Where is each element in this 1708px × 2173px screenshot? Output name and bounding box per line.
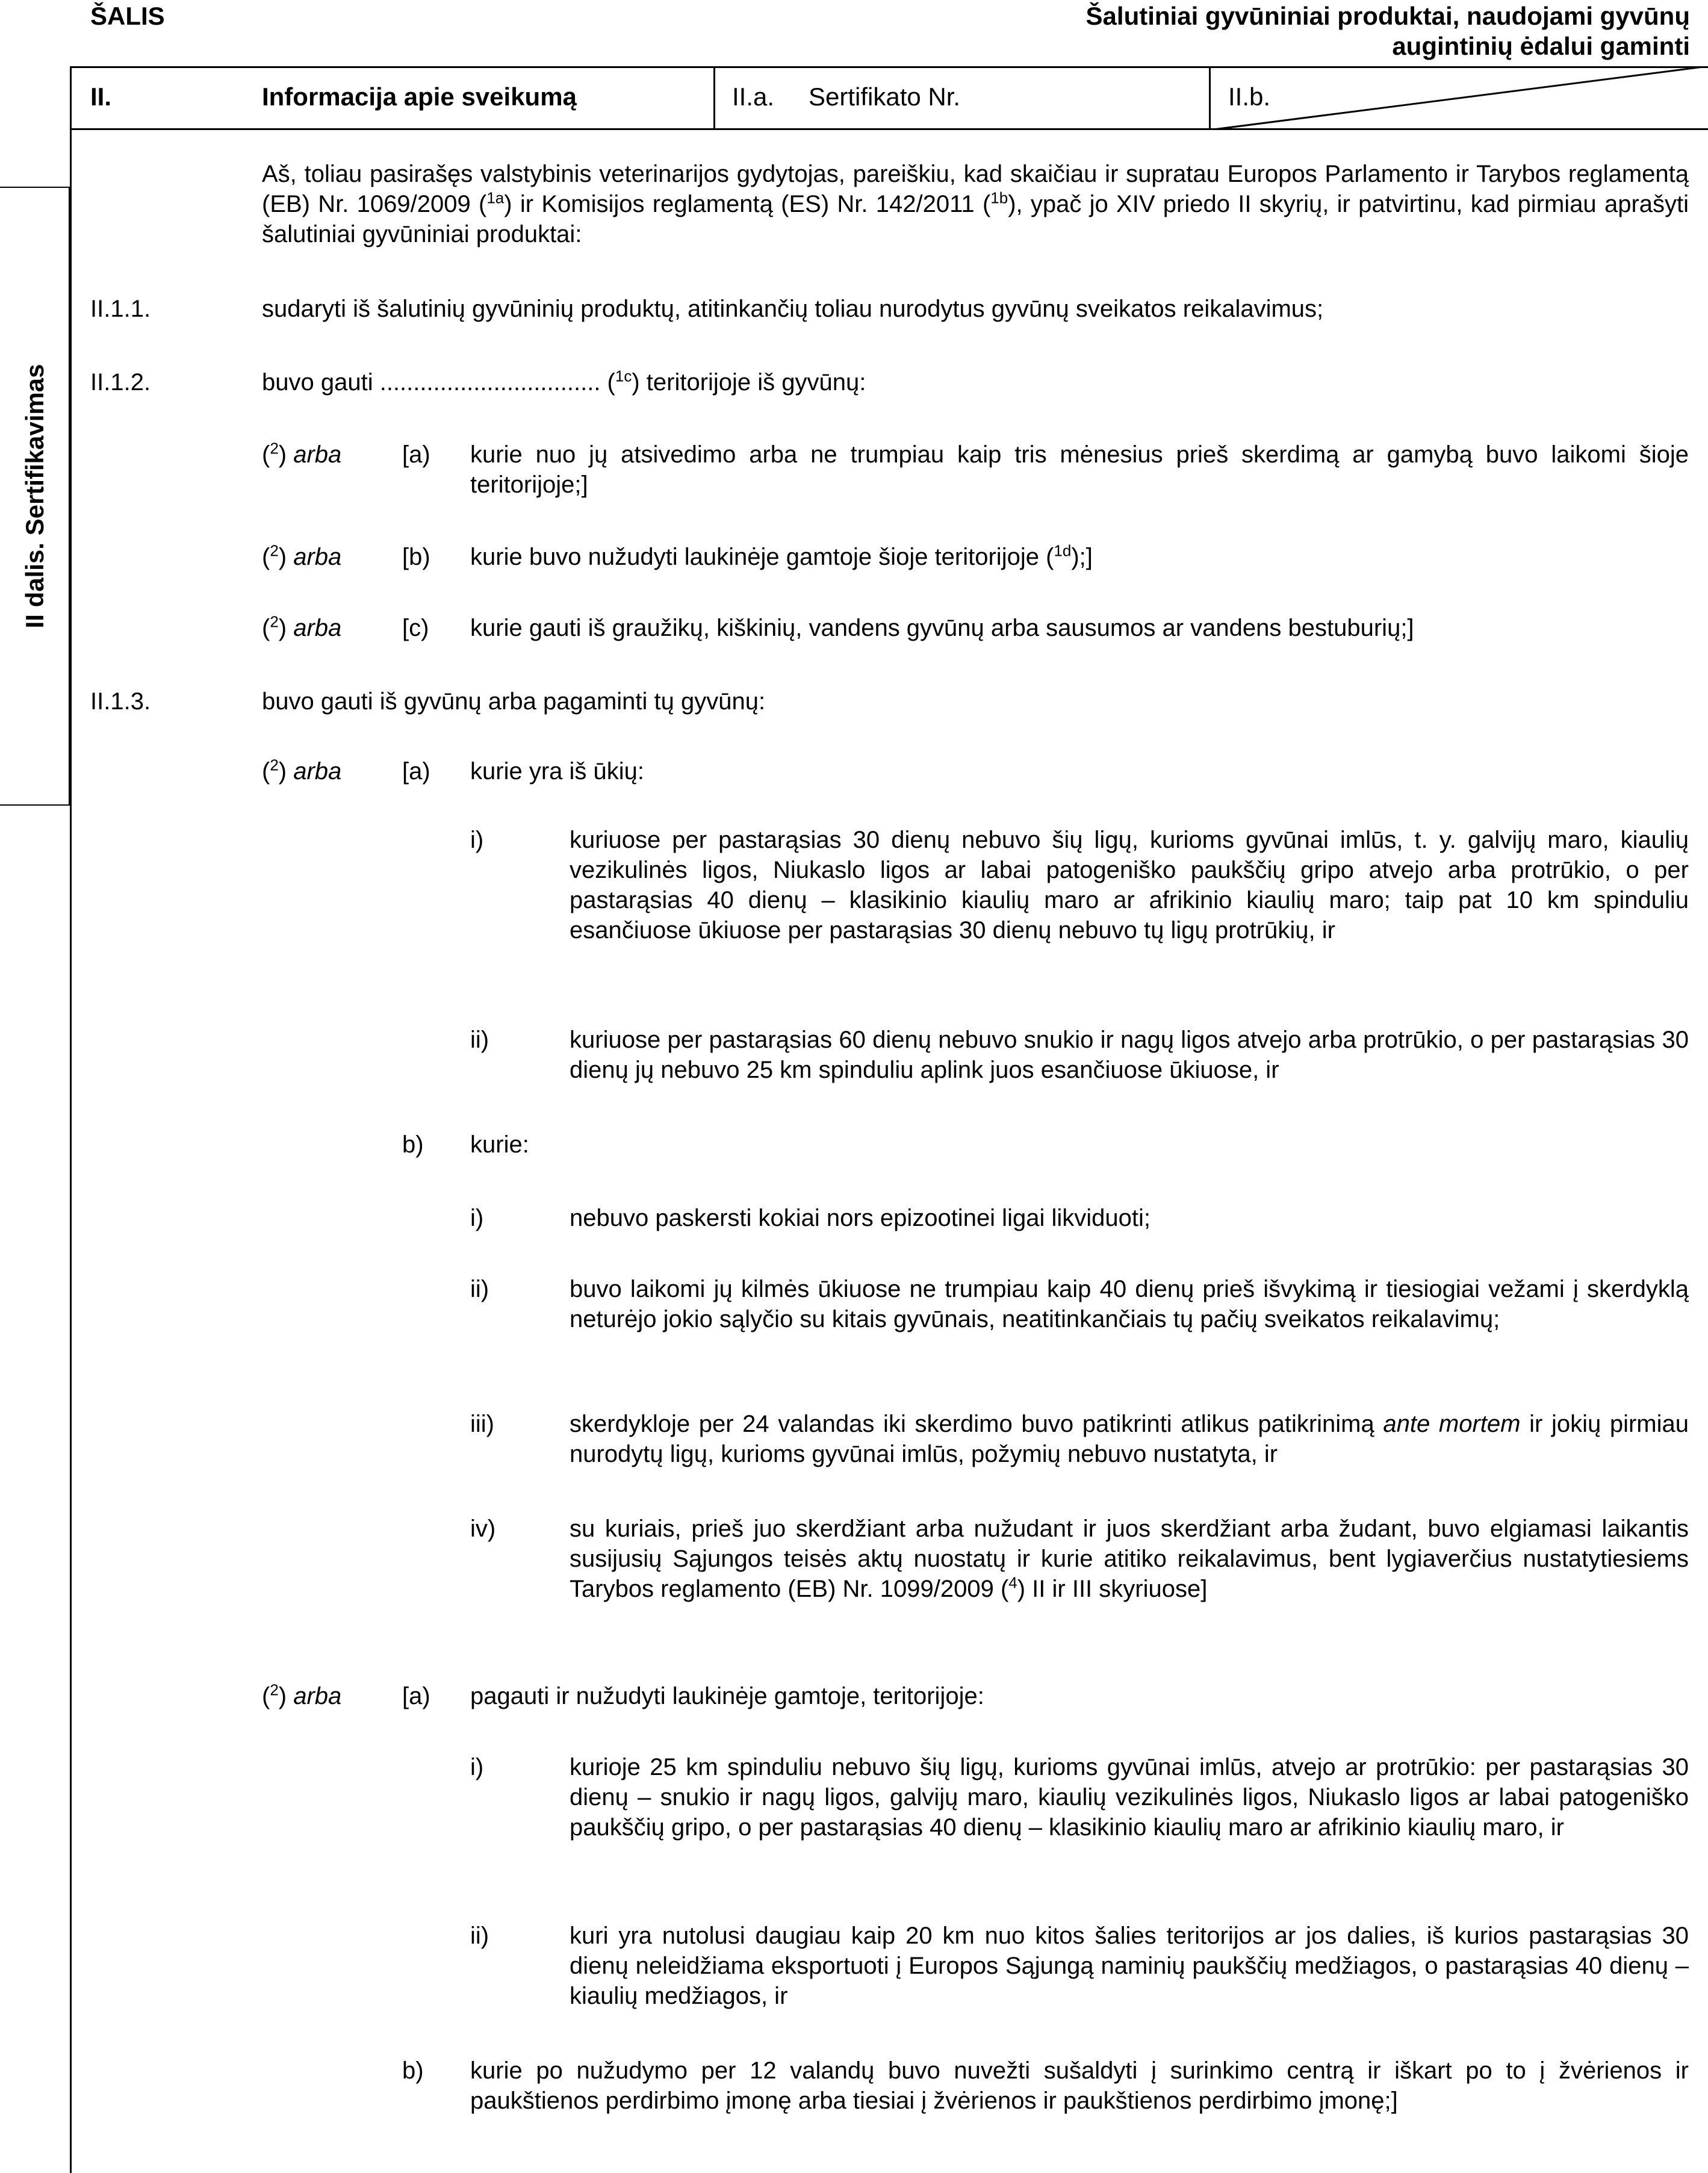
option-label-113w: [a) (402, 1683, 430, 1709)
item-text-ii-1-2: buvo gauti ................................. ($^{1c}$) teritorijoje iš gyvūnų: (262, 367, 866, 396)
subitem-text-113b-iv: su kuriais, prieš juo skerdžiant arba nužudant ir juos skerdžiant arba žudant, buvo elgiamasi laikantis susijusių Sąjungos teisės aktų nuostatų ir kurie atitiko reikalavimus, bent lygiaverčius nustatytiesiems Tarybos reglamento (EB) Nr. 1099/2009 ($^4$) II ir III skyriuose] (570, 1516, 1689, 1602)
subitem-text-113b-ii: buvo laikomi jų kilmės ūkiuose ne trumpiau kaip 40 dienų prieš išvykimą ir tiesiogiai vežami į skerdyklą neturėjo jokio sąlyčio su kitais gyvūnais, neatitinkančiais tų pačių sveikatos reikalavimų; (570, 1276, 1689, 1332)
subitem-text-113w-i: kurioje 25 km spinduliu nebuvo šių ligų, kurioms gyvūnai imlūs, atvejo ar protrūkio: per pastarąsias 30 dienų – snukio ir nagų ligos, galvijų maro, kiaulių vezikulinės ligos, Niukaslo ligos ar labai patogeniško paukščių gripo, o per pastarąsias 40 dienų – klasikinio kiaulių maro ar afrikinio kiaulių maro, ir (570, 1754, 1689, 1841)
option-label-113w-b: b) (402, 2057, 424, 2084)
or-note: ($^2$) arba (262, 612, 342, 641)
section-number: II. (90, 82, 112, 111)
subitem-label-113a-i: i) (470, 827, 484, 853)
or-note: ($^2$) arba (262, 756, 342, 785)
subitem-text-113a-i: kuriuose per pastarąsias 30 dienų nebuvo šių ligų, kurioms gyvūnai imlūs, t. y. galvijų maro, kiaulių vezikulinės ligos, Niukaslo ligos ar labai patogeniško paukščių gripo atvejo arba protrūkio, o per pastarąsias 40 dienų – klasikinio kiaulių maro ar afrikinio kiaulių maro; taip pat 10 km spinduliu esančiuose ūkiuose per pastarąsias 30 dienų nebuvo tų ligų protrūkių, ir (570, 827, 1689, 943)
intro-paragraph: Aš, toliau pasirašęs valstybinis veterinarijos gydytojas, pareiškiu, kad skaičiau ir supratau Europos Parlamento ir Tarybos reglamentą (EB) Nr. 1069/2009 ($^{1a}$) ir Komisijos reglamentą (ES) Nr. 142/2011 ($^{1b}$), ypač jo XIV priedo II skyrių, ir patvirtinu, kad pirmiau aprašyti šalutiniai gyvūniniai produktai: (262, 161, 1689, 247)
subitem-text-113b-i: nebuvo paskersti kokiai nors epizootinei ligai likviduoti; (570, 1205, 1151, 1231)
item-number-ii-1-1: II.1.1. (90, 296, 151, 322)
subitem-label-113b-iii: iii) (470, 1411, 494, 1437)
or-note: ($^2$) arba (262, 1680, 342, 1709)
document-title-line2: augintinių ėdalui gaminti (1392, 32, 1690, 60)
subitem-label-113b-iv: iv) (470, 1516, 496, 1542)
subitem-label-113a-ii: ii) (470, 1027, 489, 1053)
option-text-112b: kurie buvo nužudyti laukinėje gamtoje šioje teritorijoje ($^{1d}$);] (470, 541, 1093, 570)
subitem-text-113b-iii: skerdykloje per 24 valandas iki skerdimo buvo patikrinti atlikus patikrinimą ante mortem ir jokių pirmiau nurodytų ligų, kurioms gyvūnai imlūs, požymių nebuvo nustatyta, ir (570, 1411, 1689, 1467)
ref-number-label: II.b. (1228, 82, 1271, 111)
page-left-border (70, 66, 72, 2173)
ref-cell-diagonal (1209, 66, 1708, 130)
subitem-text-113w-ii: kuri yra nutolusi daugiau kaip 20 km nuo kitos šalies teritorijos ar jos dalies, iš kurios pastarąsias 30 dienų neleidžiama eksportuoti į Europos Sąjungą naminių paukščių medžiagos, o pastarąsias 40 dienų – kiaulių medžiagos, ir (570, 1923, 1689, 2009)
item-text-ii-1-3: buvo gauti iš gyvūnų arba pagaminti tų gyvūnų: (262, 688, 766, 715)
option-text-113w-b: kurie po nužudymo per 12 valandų buvo nuvežti sušaldyti į surinkimo centrą ir iškart po to į žvėrienos ir paukštienos perdirbimo įmonę arba tiesiai į žvėrienos ir paukštienos perdirbimo įmonę;] (470, 2057, 1689, 2114)
country-label: ŠALIS (90, 2, 165, 30)
option-text-113b: kurie: (470, 1131, 529, 1158)
item-text-ii-1-1: sudaryti iš šalutinių gyvūninių produktų, atitinkančių toliau nurodytus gyvūnų sveikatos reikalavimus; (262, 296, 1324, 322)
side-label: II dalis. Sertifikavimas (20, 364, 49, 629)
document-title (727, 1, 1690, 61)
subitem-label-113w-i: i) (470, 1754, 484, 1780)
item-number-ii-1-2: II.1.2. (90, 369, 151, 396)
subitem-label-113b-i: i) (470, 1205, 484, 1231)
section-title: Informacija apie sveikumą (262, 82, 577, 111)
option-text-113w: pagauti ir nužudyti laukinėje gamtoje, teritorijoje: (470, 1683, 984, 1709)
or-note: ($^2$) arba (262, 541, 342, 570)
option-text-112c: kurie gauti iš graužikų, kiškinių, vandens gyvūnų arba sausumos ar vandens bestuburių;] (470, 615, 1414, 641)
option-text-113a: kurie yra iš ūkių: (470, 758, 644, 785)
subitem-label-113b-ii: ii) (470, 1276, 489, 1302)
option-label-113b: b) (402, 1131, 424, 1158)
item-number-ii-1-3: II.1.3. (90, 688, 151, 715)
option-label-112a: [a) (402, 441, 430, 468)
option-label-112b: [b) (402, 544, 430, 570)
cert-number-label: II.a. (732, 82, 775, 111)
cert-number-text: Sertifikato Nr. (809, 82, 961, 111)
document-title-line1: Šalutiniai gyvūniniai produktai, naudojami gyvūnų (1085, 2, 1690, 30)
or-note: ($^2$) arba (262, 439, 342, 468)
section-divider-1 (713, 66, 715, 130)
subitem-label-113w-ii: ii) (470, 1923, 489, 1949)
subitem-text-113a-ii: kuriuose per pastarąsias 60 dienų nebuvo snukio ir nagų ligos atvejo arba protrūkio, o per pastarąsias 30 dienų jų nebuvo 25 km spinduliu aplink juos esančiuose ūkiuose, ir (570, 1027, 1689, 1083)
option-label-113a: [a) (402, 758, 430, 785)
option-label-112c: [c) (402, 615, 429, 641)
option-text-112a: kurie nuo jų atsivedimo arba ne trumpiau kaip tris mėnesius prieš skerdimą ar gamybą buvo laikomi šioje teritorijoje;] (470, 441, 1689, 498)
